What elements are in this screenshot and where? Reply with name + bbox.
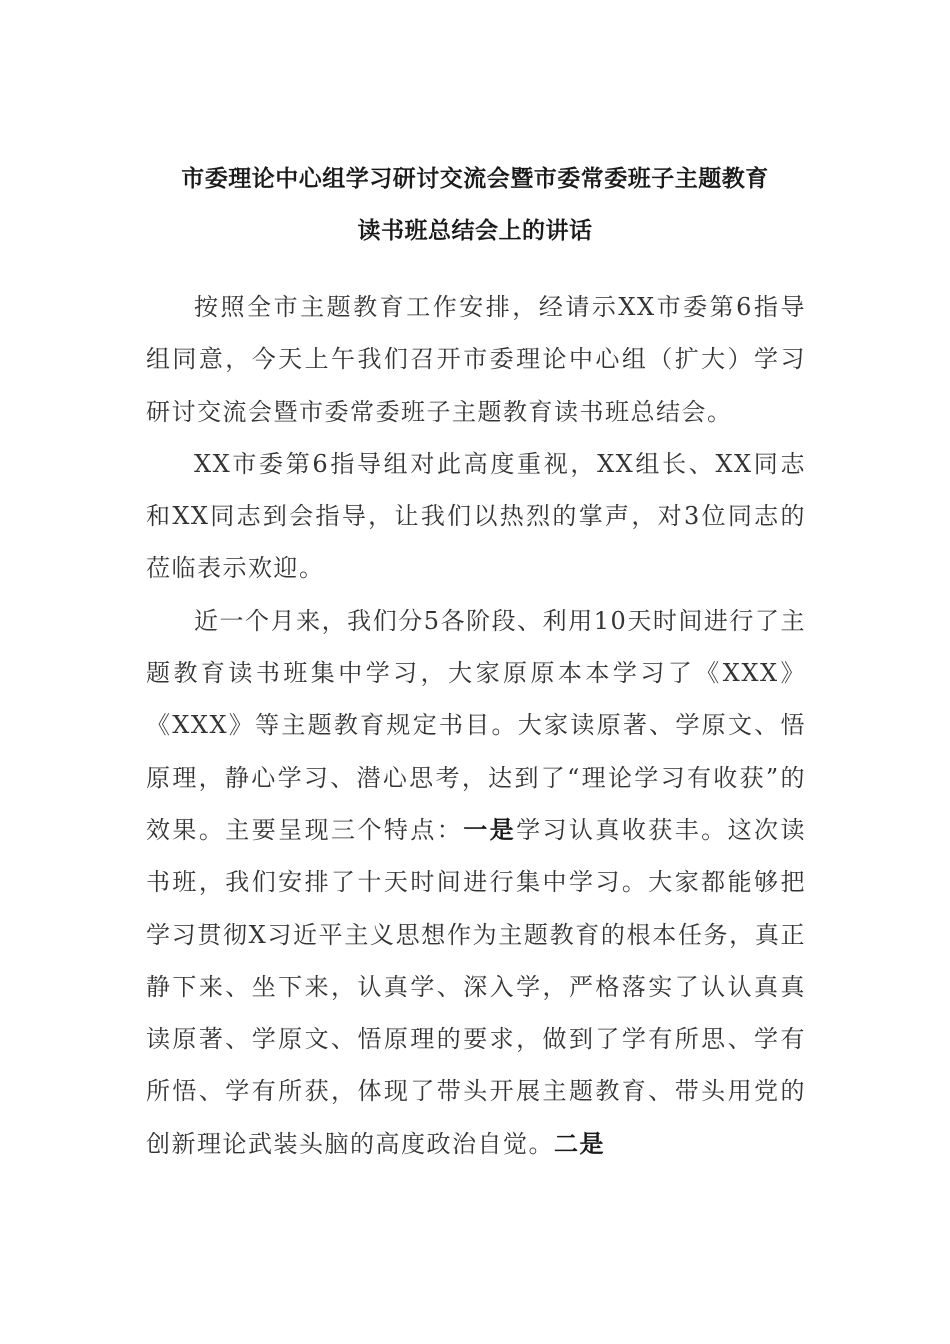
point-two-marker: 二是 xyxy=(554,1128,605,1158)
paragraph-3-text-b: 学习认真收获丰。这次读书班，我们安排了十天时间进行集中学习。大家都能够把学习贯彻X习近平主义思想作为主题教育的根本任务，真正静下来、坐下来，认真学、深入学，严格落实了认认真真读原著、学原文、悟原理的要求，做到了学有所思、学有所悟、学有所获，体现了带头开展主题教育、带头用党的创新理论武装头脑的高度政治自觉。 xyxy=(146,815,806,1158)
document-title-line-1: 市委理论中心组学习研讨交流会暨市委常委班子主题教育 xyxy=(181,165,769,192)
document-title-line-2: 读书班总结会上的讲话 xyxy=(357,217,593,244)
paragraph-3-text-a: 近一个月来，我们分5各阶段、利用10天时间进行了主题教育读书班集中学习，大家原原本本学习了《XXX》《XXX》等主题教育规定书目。大家读原著、学原文、悟原理，静心学习、潜心思考，达到了“理论学习有收获”的效果。主要呈现三个特点： xyxy=(146,606,806,844)
paragraph-1: 按照全市主题教育工作安排，经请示XX市委第6指导组同意，今天上午我们召开市委理论中心组（扩大）学习研讨交流会暨市委常委班子主题教育读书班总结会。 xyxy=(146,293,806,426)
document-body xyxy=(146,281,806,1170)
point-one-marker: 一是 xyxy=(463,814,517,844)
paragraph-2: XX市委第6指导组对此高度重视，XX组长、XX同志和XX同志到会指导，让我们以热烈的掌声，对3位同志的莅临表示欢迎。 xyxy=(146,449,806,583)
paragraph-3 xyxy=(146,595,806,1170)
